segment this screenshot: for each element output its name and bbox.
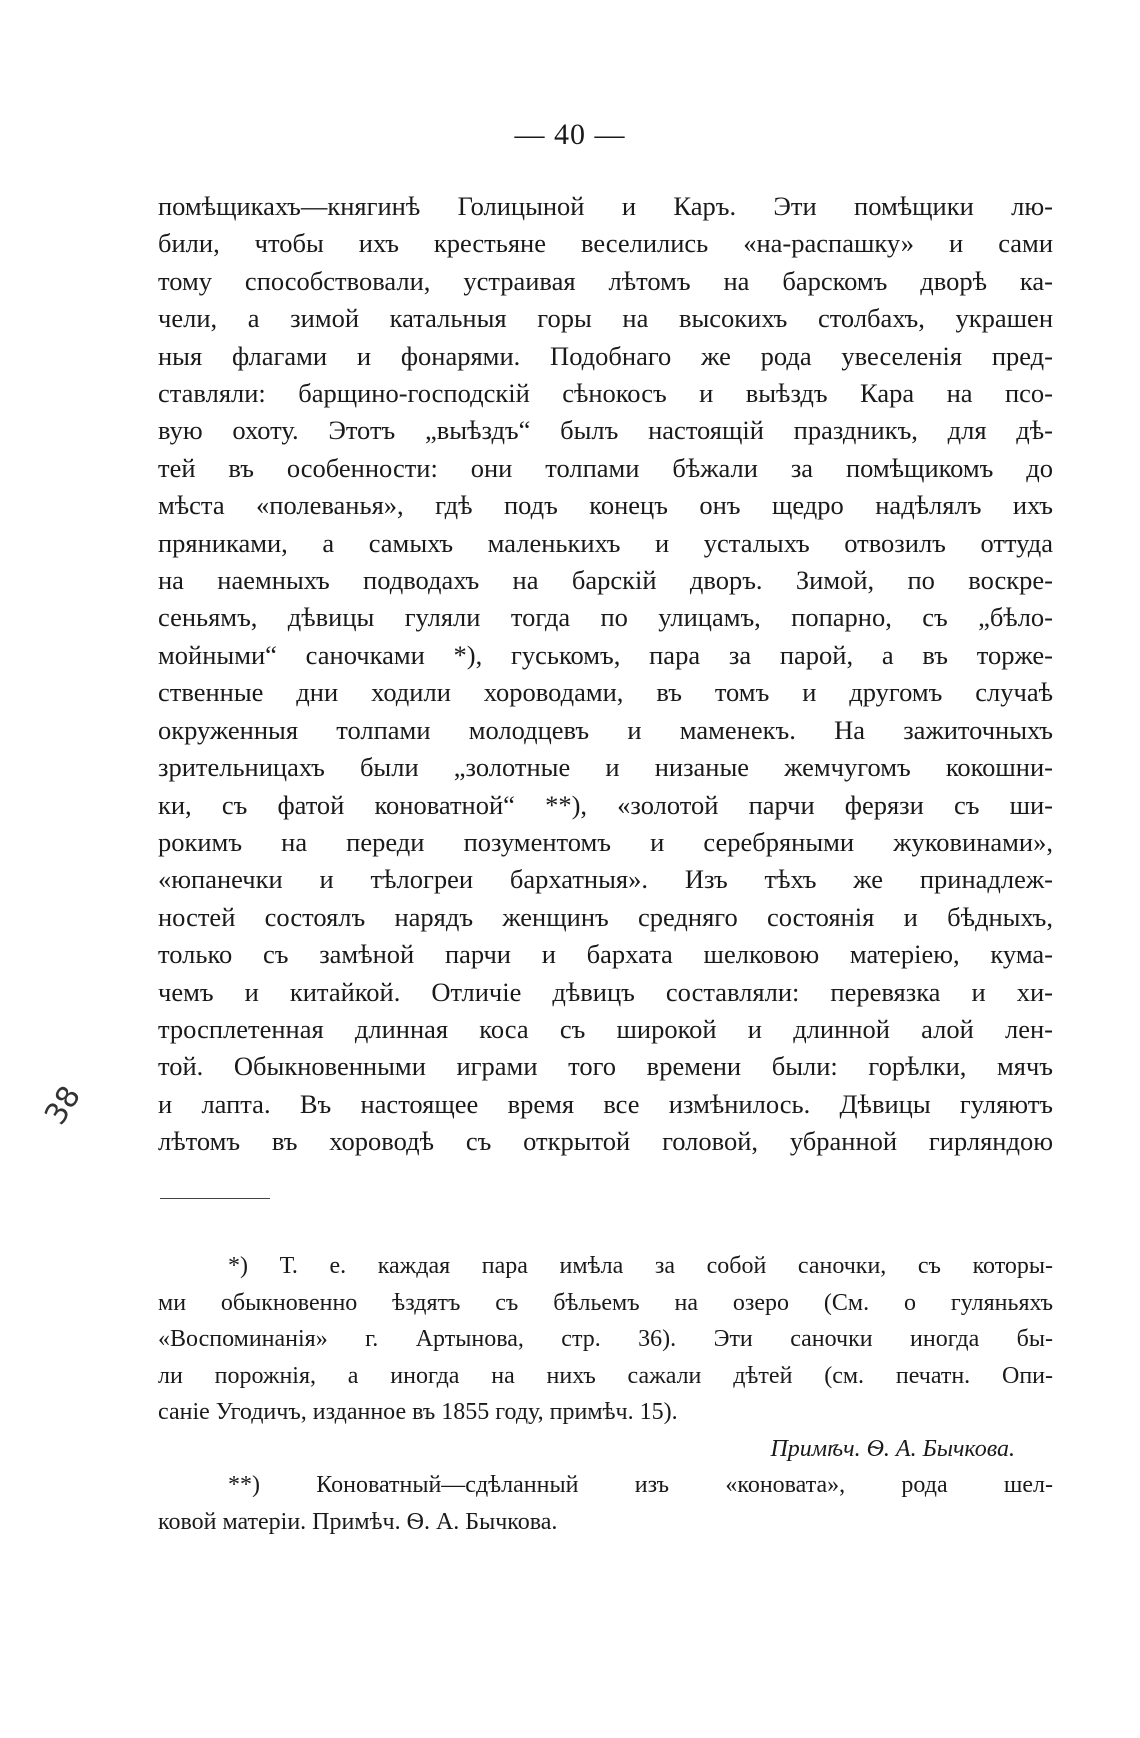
text-line: ставляли: барщино-господскій сѣнокосъ и выѣздъ Кара на псо-	[158, 378, 1053, 409]
text-line: вую охоту. Этотъ „выѣздъ“ былъ настоящій праздникъ, для дѣ-	[158, 415, 1053, 446]
text-line: окруженныя толпами молодцевъ и маменекъ. На зажиточныхъ	[158, 714, 1053, 745]
text-line: били, чтобы ихъ крестьяне веселились «на-распашку» и сами	[158, 228, 1053, 259]
text-line: пряниками, а самыхъ маленькихъ и усталыхъ отвозилъ оттуда	[158, 527, 1053, 558]
handwritten-margin-note: 38	[38, 1080, 89, 1131]
text-line: «юпанечки и тѣлогреи бархатныя». Изъ тѣхъ же принадлеж-	[158, 864, 1053, 895]
text-line: ственные дни ходили хороводами, въ томъ и другомъ случаѣ	[158, 677, 1053, 708]
text-line: чемъ и китайкой. Отличіе дѣвицъ составляли: перевязка и хи-	[158, 976, 1053, 1007]
footnote-1-line: ми обыкновенно ѣздятъ съ бѣльемъ на озеро (См. о гуляньяхъ	[158, 1289, 1053, 1316]
text-line: ки, съ фатой коноватной“ **), «золотой парчи ферязи съ ши-	[158, 789, 1053, 820]
text-line: только съ замѣной парчи и бархата шелковою матеріею, кума-	[158, 939, 1053, 970]
text-line: сеньямъ, дѣвицы гуляли тогда по улицамъ, попарно, съ „бѣло-	[158, 602, 1053, 633]
text-line: и лапта. Въ настоящее время все измѣнилось. Дѣвицы гуляютъ	[158, 1088, 1053, 1119]
text-line: мѣста «полеванья», гдѣ подъ конецъ онъ щедро надѣлялъ ихъ	[158, 490, 1053, 521]
footnote-2-line: **) Коноватный—сдѣланный изъ «коновата», рода шел-	[228, 1472, 1053, 1498]
footnote-1-line: ли порожнія, а иногда на нихъ сажали дѣтей (см. печатн. Опи-	[158, 1362, 1053, 1389]
footnote-separator	[160, 1198, 270, 1199]
page-number: — 40 —	[514, 118, 626, 151]
text-line: ныя флагами и фонарями. Подобнаго же рода увеселенія пред-	[158, 340, 1053, 371]
text-line: тей въ особенности: они толпами бѣжали за помѣщикомъ до	[158, 452, 1053, 483]
text-line: той. Обыкновенными играми того времени были: горѣлки, мячъ	[158, 1051, 1053, 1082]
footnote-1-signature: Примѣч. Ѳ. А. Бычкова.	[770, 1435, 1015, 1462]
main-text	[158, 188, 1053, 1161]
text-line: рокимъ на переди позументомъ и серебряными жуковинами»,	[158, 826, 1053, 857]
text-line: на наемныхъ подводахъ на барскій дворъ. Зимой, по воскре-	[158, 565, 1053, 596]
footnotes	[158, 1248, 1053, 1540]
text-line: тому способствовали, устраивая лѣтомъ на барскомъ дворѣ ка-	[158, 265, 1053, 296]
text-line: тросплетенная длинная коса съ широкой и длинной алой лен-	[158, 1013, 1053, 1044]
text-line: ностей состоялъ нарядъ женщинъ средняго состоянія и бѣдныхъ,	[158, 901, 1053, 932]
footnote-1-line: саніе Угодичъ, изданное въ 1855 году, примѣч. 15).	[158, 1399, 678, 1425]
text-line: лѣтомъ въ хороводѣ съ открытой головой, убранной гирляндою	[158, 1126, 1053, 1157]
footnote-1-line: «Воспоминанія» г. Артынова, стр. 36). Эти саночки иногда бы-	[158, 1326, 1053, 1352]
text-line: помѣщикахъ—княгинѣ Голицыной и Каръ. Эти помѣщики лю-	[158, 191, 1053, 221]
text-line: мойными“ саночками *), гуськомъ, пара за парой, а въ торже-	[158, 639, 1053, 670]
text-line: чели, а зимой катальныя горы на высокихъ столбахъ, украшен	[158, 303, 1053, 334]
footnote-1-line: *) Т. е. каждая пара имѣла за собой саночки, съ которы-	[228, 1253, 1053, 1279]
text-line: зрительницахъ были „золотные и низаные жемчугомъ кокошни-	[158, 752, 1053, 783]
footnote-2-line: ковой матеріи. Примѣч. Ѳ. А. Бычкова.	[158, 1508, 558, 1535]
